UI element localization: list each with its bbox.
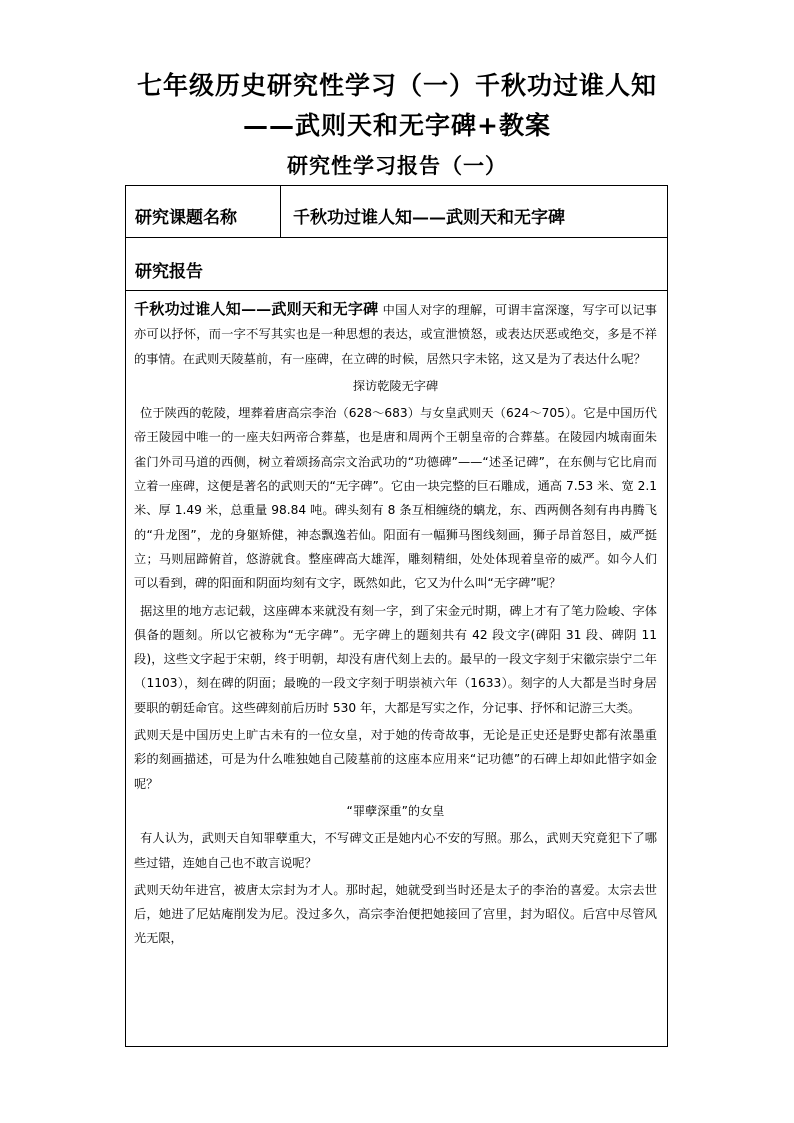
intro-paragraph (134, 297, 657, 371)
topic-row (126, 186, 667, 238)
paragraph-3: 武则天是中国历史上旷古未有的一位女皇，对于她的传奇故事，无论是正史还是野史都有浓墨重彩的刻画描述，可是为什么唯独她自己陵墓前的这座本应用来“记功德”的石碑上却如此惜字如金呢？ (134, 728, 657, 791)
section-title-empress: “罪孽深重”的女皇 (346, 803, 445, 818)
report-table (125, 185, 668, 1047)
report-heading: 研究性学习报告（一） (287, 153, 507, 178)
paragraph-1: 位于陕西的乾陵，埋葬着唐高宗李治（628～683）与女皇武则天（624～705）。它是中国历代帝王陵园中唯一的一座夫妇两帝合葬墓，也是唐和周两个王朝皇帝的合葬墓。在陵园内城南面朱雀门外司马道的西侧，树立着颂扬高宗文治武功的“功德碑”——“述圣记碑”，在东侧与它比肩而立着一座碑，这便是著名的武则天的“无字碑”。它由一块完整的巨石雕成，通高 7.53 米、宽 2.1 米、厚 1.49 米，总重量 98.84 吨。碑头刻有 8 条互相缠绕的螭龙，东、西两侧各刻有冉冉腾飞的“升龙图”，龙的身躯矫健，神态飘逸若仙。阳面有一幅狮马图线刻画，狮子昂首怒目，威严挺立；马则屈蹄俯首，悠游就食。整座碑高大雄浑，雕刻精细，处处体现着皇帝的威严。如今人们可以看到，碑的阳面和阴面均刻有文字，既然如此，它又为什么叫“无字碑”呢？ (134, 406, 657, 591)
document-title-line1: 七年级历史研究性学习（一）千秋功过谁人知 (136, 71, 657, 100)
lead-title: 千秋功过谁人知——武则天和无字碑 (134, 300, 379, 318)
document-title-line2: ——武则天和无字碑+教案 (243, 111, 551, 140)
report-label-row (126, 238, 667, 291)
report-body (126, 291, 667, 951)
section-title-qianling: 探访乾陵无字碑 (352, 378, 439, 393)
topic-label: 研究课题名称 (126, 186, 281, 237)
paragraph-2: 据这里的地方志记载，这座碑本来就没有刻一字，到了宋金元时期，碑上才有了笔力险峻、字体俱备的题刻。所以它被称为“无字碑”。无字碑上的题刻共有 42 段文字(碑阳 31 段、碑阴 11 段)，这些文字起于宋朝，终于明朝，却没有唐代刻上去的。最早的一段文字刻于宋徽宗崇宁二年（1103），刻在碑的阴面；最晚的一段文字刻于明崇祯六年（1633）。刻字的人大都是当时身居要职的朝廷命官。这些碑刻前后历时 530 年，大都是写实之作，分记事、抒怀和记游三大类。 (134, 603, 657, 715)
intro-text: 中国人对字的理解，可谓丰富深邃，写字可以记事亦可以抒怀，而一字不写其实也是一种思想的表达，或宣泄愤怒，或表达厌恶或绝交，多是不祥的事情。在武则天陵墓前，有一座碑，在立碑的时候，居然只字未铭，这又是为了表达什么呢？ (134, 303, 657, 366)
paragraph-5: 武则天幼年进宫，被唐太宗封为才人。那时起，她就受到当时还是太子的李治的喜爱。太宗去世后，她进了尼姑庵削发为尼。没过多久，高宗李治便把她接回了宫里，封为昭仪。后宫中尽管风光无限， (134, 882, 657, 946)
report-label: 研究报告 (135, 262, 203, 282)
paragraph-4: 有人认为，武则天自知罪孽重大，不写碑文正是她内心不安的写照。那么，武则天究竟犯下了哪些过错，连她自己也不敢言说呢？ (134, 831, 657, 870)
topic-value: 千秋功过谁人知——武则天和无字碑 (293, 208, 565, 228)
